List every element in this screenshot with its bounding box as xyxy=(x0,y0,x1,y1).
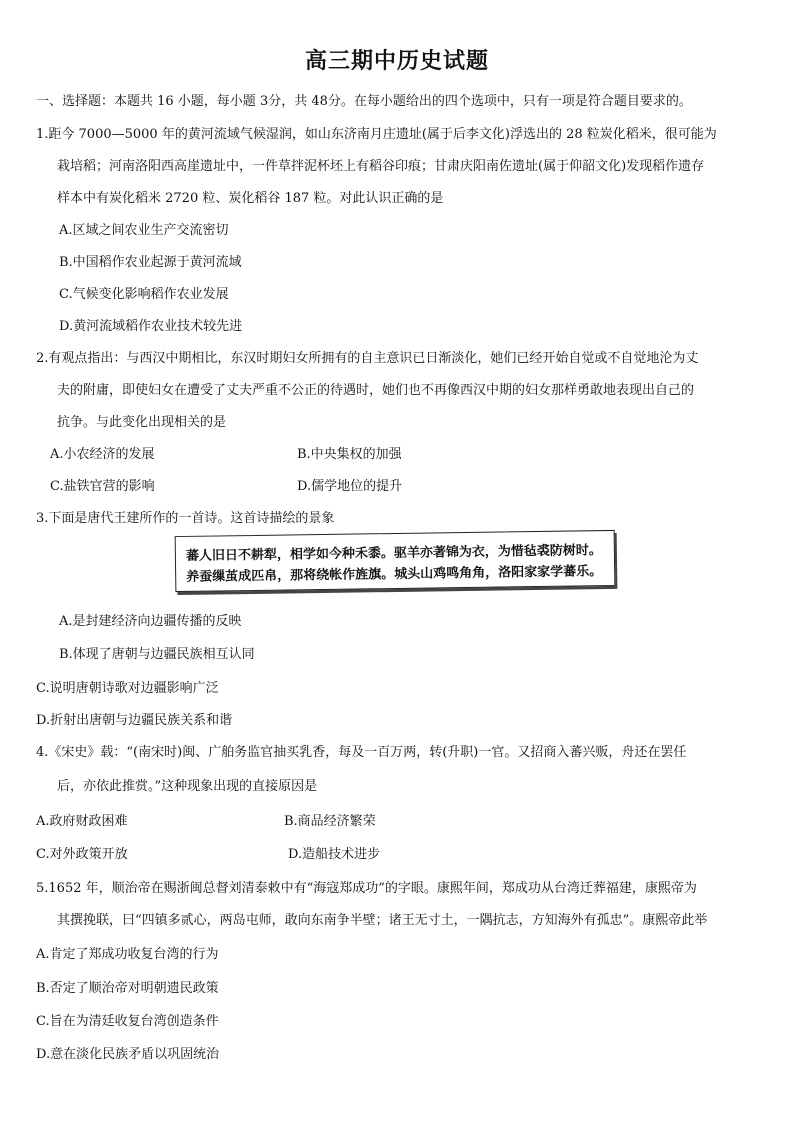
question-1-stem-line-3: 样本中有炭化稻米 2720 粒、炭化稻谷 187 粒。对此认识正确的是 xyxy=(57,191,444,206)
question-2-option-c[interactable]: C.盐铁官营的影响 xyxy=(50,479,155,494)
question-3-option-c[interactable]: C.说明唐朝诗歌对边疆影响广泛 xyxy=(36,681,219,696)
page-title: 高三期中历史试题 xyxy=(304,49,489,74)
question-1-stem-line-1: 1.距今 7000—5000 年的黄河流域气候湿润，如山东济南月庄遗址(属于后李文化)浮选出的 28 粒炭化稻米，很可能为 xyxy=(36,127,717,142)
question-2-stem-line-3: 抗争。与此变化出现相关的是 xyxy=(57,415,227,430)
question-4-option-d[interactable]: D.造船技术进步 xyxy=(288,847,381,862)
question-3-option-d[interactable]: D.折射出唐朝与边疆民族关系和谐 xyxy=(36,713,233,728)
question-1-option-b[interactable]: B.中国稻作农业起源于黄河流域 xyxy=(59,255,242,270)
question-2-option-d[interactable]: D.儒学地位的提升 xyxy=(297,479,403,494)
question-3-stem-line-1: 3.下面是唐代王建所作的一首诗。这首诗描绘的景象 xyxy=(36,511,335,526)
section-instructions: 一、选择题：本题共 16 小题，每小题 3分，共 48分。在每小题给出的四个选项中，只有一项是符合题目要求的。 xyxy=(36,94,692,109)
question-4-stem-line-1: 4.《宋史》载：“(南宋时)闽、广舶务监官抽买乳香，每及一百万两，转(升职)一官。又招商入蕃兴贩，舟还在罢任 xyxy=(36,745,687,760)
poem-line-1: 蕃人旧日不耕犁，相学如今种禾黍。驱羊亦著锦为衣，为惜毡裘防树时。 xyxy=(185,543,602,564)
question-5-option-a[interactable]: A.肯定了郑成功收复台湾的行为 xyxy=(36,947,219,962)
question-4-option-b[interactable]: B.商品经济繁荣 xyxy=(284,814,376,829)
question-4-option-c[interactable]: C.对外政策开放 xyxy=(36,847,128,862)
poem-box xyxy=(175,530,616,592)
question-5-option-d[interactable]: D.意在淡化民族矛盾以巩固统治 xyxy=(36,1047,220,1062)
question-5-option-c[interactable]: C.旨在为清廷收复台湾创造条件 xyxy=(36,1014,219,1029)
question-1-option-a[interactable]: A.区域之间农业生产交流密切 xyxy=(59,223,229,238)
question-5-stem-line-2: 其撰挽联，曰“四镇多贰心，两岛屯师，敢向东南争半壁；诸王无寸土，一隅抗志，方知海外有孤忠”。康熙帝此举 xyxy=(57,913,708,928)
question-5-option-b[interactable]: B.否定了顺治帝对明朝遗民政策 xyxy=(36,981,219,996)
question-3-option-a[interactable]: A.是封建经济向边疆传播的反映 xyxy=(59,614,242,629)
question-2-stem-line-1: 2.有观点指出：与西汉中期相比，东汉时期妇女所拥有的自主意识已日渐淡化，她们已经开始自觉或不自觉地沦为丈 xyxy=(36,351,699,366)
question-4-option-a[interactable]: A.政府财政困难 xyxy=(36,814,128,829)
question-5-stem-line-1: 5.1652 年，顺治帝在赐浙闽总督刘清泰敕中有“海寇郑成功”的字眼。康熙年间，郑成功从台湾迁葬福建，康熙帝为 xyxy=(36,881,697,896)
question-3-option-b[interactable]: B.体现了唐朝与边疆民族相互认同 xyxy=(59,647,255,662)
question-1-stem-line-2: 栽培稻；河南洛阳西高崖遗址中，一件草拌泥杯坯上有稻谷印痕；甘肃庆阳南佐遗址(属于仰韶文化)发现稻作遗存 xyxy=(57,159,705,174)
question-4-stem-line-2: 后，亦依此推赏。”这种现象出现的直接原因是 xyxy=(57,779,318,794)
question-1-option-d[interactable]: D.黄河流域稻作农业技术较先进 xyxy=(59,319,243,334)
poem-line-2: 养蚕缫茧成匹帛，那将绕帐作旌旗。城头山鸡鸣角角，洛阳家家学蕃乐。 xyxy=(186,564,603,585)
question-2-stem-line-2: 夫的附庸，即使妇女在遭受了丈夫严重不公正的待遇时，她们也不再像西汉中期的妇女那样勇敢地表现出自己的 xyxy=(57,383,695,398)
question-1-option-c[interactable]: C.气候变化影响稻作农业发展 xyxy=(59,287,229,302)
question-2-option-b[interactable]: B.中央集权的加强 xyxy=(297,447,402,462)
question-2-option-a[interactable]: A.小农经济的发展 xyxy=(50,447,155,462)
